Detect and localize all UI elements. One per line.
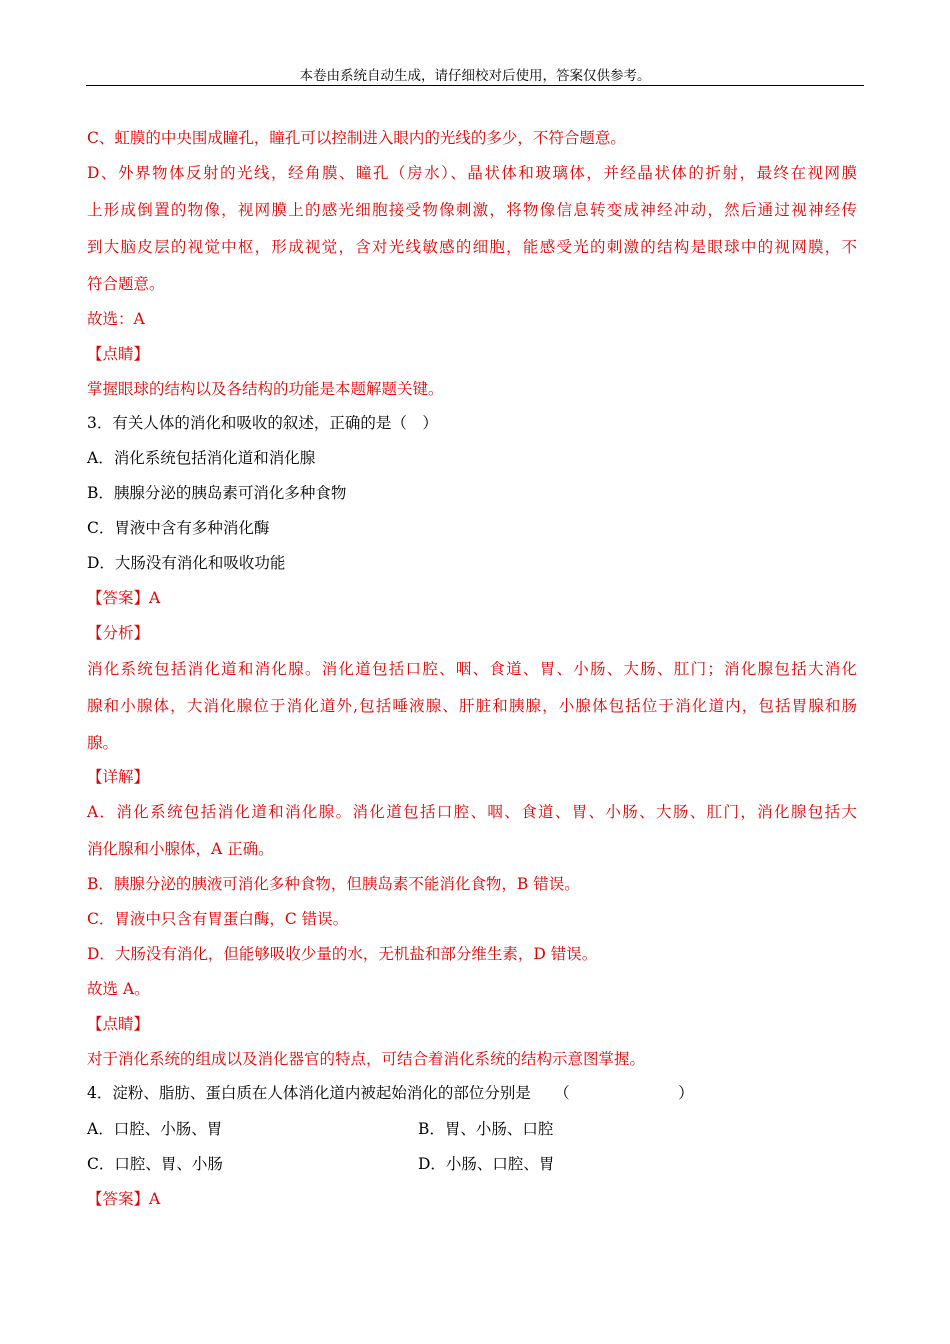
detail-tag: 【详解】: [87, 768, 150, 786]
detail-a-line1: A．消化系统包括消化道和消化腺。消化道包括口腔、咽、食道、胃、小肠、大肠、肛门，消化腺包括大: [87, 803, 857, 821]
option-d-explanation-line4: 符合题意。: [87, 275, 165, 293]
question-3-stem: 3．有关人体的消化和吸收的叙述，正确的是（ ）: [87, 414, 438, 432]
question-3-tip-tag: 【点睛】: [87, 1015, 150, 1033]
detail-d: D．大肠没有消化，但能够吸收少量的水，无机盐和部分维生素，D 错误。: [87, 945, 598, 963]
question-3-option-a: A．消化系统包括消化道和消化腺: [87, 449, 316, 467]
question-3-option-b: B．胰腺分泌的胰岛素可消化多种食物: [87, 484, 347, 502]
analysis-tag: 【分析】: [87, 624, 150, 642]
question-4-option-b: B．胃、小肠、口腔: [418, 1120, 554, 1138]
analysis-line3: 腺。: [87, 734, 119, 752]
question-4-option-d: D．小肠、口腔、胃: [418, 1155, 555, 1173]
option-d-explanation-line3: 到大脑皮层的视觉中枢，形成视觉，含对光线敏感的细胞，能感受光的刺激的结构是眼球中的视网膜，不: [87, 238, 857, 256]
answer-value: A: [149, 589, 161, 607]
question-4-option-a: A．口腔、小肠、胃: [87, 1120, 223, 1138]
detail-c: C．胃液中只含有胃蛋白酶，C 错误。: [87, 910, 349, 928]
answer-tag: 【答案】: [87, 1190, 150, 1208]
option-d-explanation-line1: D、外界物体反射的光线，经角膜、瞳孔（房水）、晶状体和玻璃体，并经晶状体的折射，最终在视网膜: [87, 164, 857, 182]
question-3-conclusion: 故选 A。: [87, 980, 150, 998]
tip-text: 掌握眼球的结构以及各结构的功能是本题解题关键。: [87, 380, 444, 398]
analysis-line2: 腺和小腺体，大消化腺位于消化道外,包括唾液腺、肝脏和胰腺，小腺体包括位于消化道内，包括胃腺和肠: [87, 697, 857, 715]
question-3-option-c: C．胃液中含有多种消化酶: [87, 519, 270, 537]
tip-tag: 【点睛】: [87, 345, 150, 363]
question-3-tip-text: 对于消化系统的组成以及消化器官的特点，可结合着消化系统的结构示意图掌握。: [87, 1050, 646, 1068]
question-3-answer: [87, 587, 160, 609]
detail-a-line2: 消化腺和小腺体，A 正确。: [87, 840, 274, 858]
question-4-stem: 4．淀粉、脂肪、蛋白质在人体消化道内被起始消化的部位分别是 （ ）: [87, 1084, 694, 1102]
detail-b: B．胰腺分泌的胰液可消化多种食物，但胰岛素不能消化食物，B 错误。: [87, 875, 580, 893]
analysis-line1: 消化系统包括消化道和消化腺。消化道包括口腔、咽、食道、胃、小肠、大肠、肛门；消化腺包括大消化: [87, 660, 857, 678]
option-c-explanation: C、虹膜的中央围成瞳孔，瞳孔可以控制进入眼内的光线的多少，不符合题意。: [87, 129, 626, 147]
question-4-option-c: C．口腔、胃、小肠: [87, 1155, 223, 1173]
question-4-answer: [87, 1188, 160, 1210]
conclusion: 故选：A: [87, 310, 145, 328]
question-3-option-d: D．大肠没有消化和吸收功能: [87, 554, 286, 572]
answer-value: A: [149, 1190, 161, 1208]
option-d-explanation-line2: 上形成倒置的物像，视网膜上的感光细胞接受物像刺激，将物像信息转变成神经冲动，然后通过视神经传: [87, 201, 857, 219]
page-header: 本卷由系统自动生成，请仔细校对后使用，答案仅供参考。: [299, 68, 651, 84]
header-rule: [86, 85, 864, 86]
answer-tag: 【答案】: [87, 589, 150, 607]
